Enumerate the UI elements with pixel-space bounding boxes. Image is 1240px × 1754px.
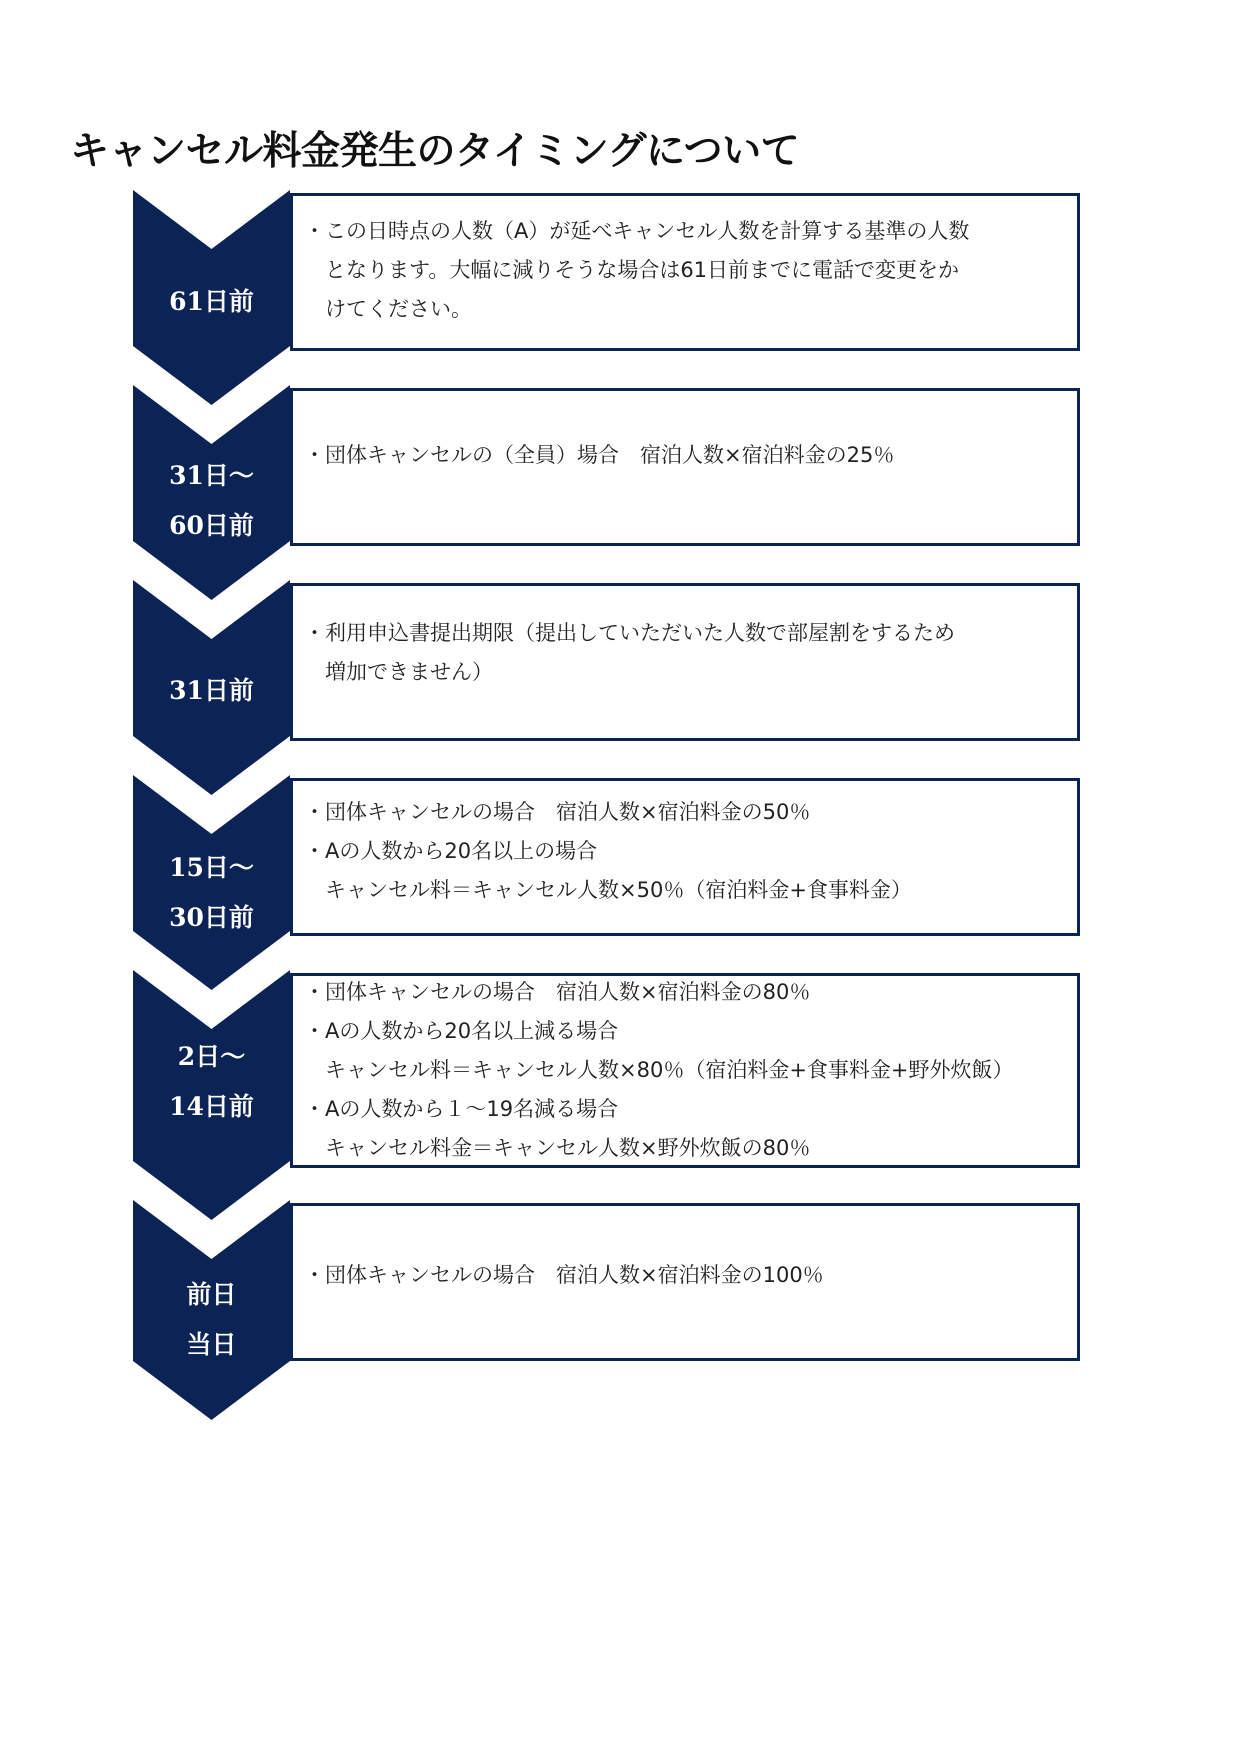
- timeline-label: [133, 277, 290, 327]
- description-line: ・利用申込書提出期限（提出していただいた人数で部屋割をするため: [304, 621, 955, 645]
- timeline-label-line: 30日前: [169, 903, 254, 932]
- description-line: キャンセル料＝キャンセル人数×80％（宿泊料金+食事料金+野外炊飯）: [304, 1058, 1014, 1082]
- timeline-description-box: [290, 193, 1080, 351]
- description-line: ・この日時点の人数（A）が延べキャンセル人数を計算する基準の人数: [304, 219, 970, 243]
- timeline-chevron: [133, 190, 290, 405]
- timeline-label: [133, 843, 290, 943]
- timeline-label-line: 31日～: [169, 461, 254, 490]
- description-line: ・Aの人数から20名以上の場合: [304, 839, 598, 863]
- timeline-chevron: [133, 775, 290, 990]
- timeline-label-line: 61日前: [169, 287, 254, 316]
- description-line: ・団体キャンセルの場合 宿泊人数×宿泊料金の80％: [304, 980, 811, 1004]
- description-line: 増加できません）: [304, 660, 493, 684]
- timeline-chevron: [133, 580, 290, 795]
- timeline-label-line: 31日前: [169, 676, 254, 705]
- description-line: ・Aの人数から１～19名減る場合: [304, 1097, 619, 1121]
- description-line: ・団体キャンセルの場合 宿泊人数×宿泊料金の50％: [304, 800, 811, 824]
- timeline-label-line: 2日～: [177, 1042, 246, 1071]
- description-line: ・団体キャンセルの場合 宿泊人数×宿泊料金の100％: [304, 1263, 824, 1287]
- timeline-label-line: 当日: [186, 1330, 237, 1359]
- timeline-label-line: 前日: [186, 1280, 237, 1309]
- description-line: ・Aの人数から20名以上減る場合: [304, 1019, 619, 1043]
- timeline-description-box: [290, 1203, 1080, 1361]
- description-line: けてください。: [304, 297, 472, 321]
- description-line: ・団体キャンセルの（全員）場合 宿泊人数×宿泊料金の25％: [304, 443, 895, 467]
- timeline-chevron: [133, 970, 290, 1220]
- timeline-label-line: 15日～: [169, 853, 254, 882]
- description-line: キャンセル料金＝キャンセル人数×野外炊飯の80％: [304, 1136, 811, 1160]
- description-line: キャンセル料＝キャンセル人数×50％（宿泊料金+食事料金）: [304, 878, 912, 902]
- timeline-label: [133, 1270, 290, 1370]
- timeline-label: [133, 1032, 290, 1132]
- page-title: キャンセル料金発生のタイミングについて: [70, 129, 800, 174]
- timeline-label: [133, 451, 290, 551]
- timeline-description-box: [290, 778, 1080, 936]
- description-line: となります。大幅に減りそうな場合は61日前までに電話で変更をか: [304, 258, 960, 282]
- timeline-description-box: [290, 388, 1080, 546]
- timeline-label-line: 60日前: [169, 511, 254, 540]
- timeline-description-box: [290, 973, 1080, 1168]
- timeline-label: [133, 666, 290, 716]
- timeline-chevron: [133, 1200, 290, 1420]
- timeline-label-line: 14日前: [169, 1092, 254, 1121]
- timeline-chevron: [133, 385, 290, 600]
- timeline-description-box: [290, 583, 1080, 741]
